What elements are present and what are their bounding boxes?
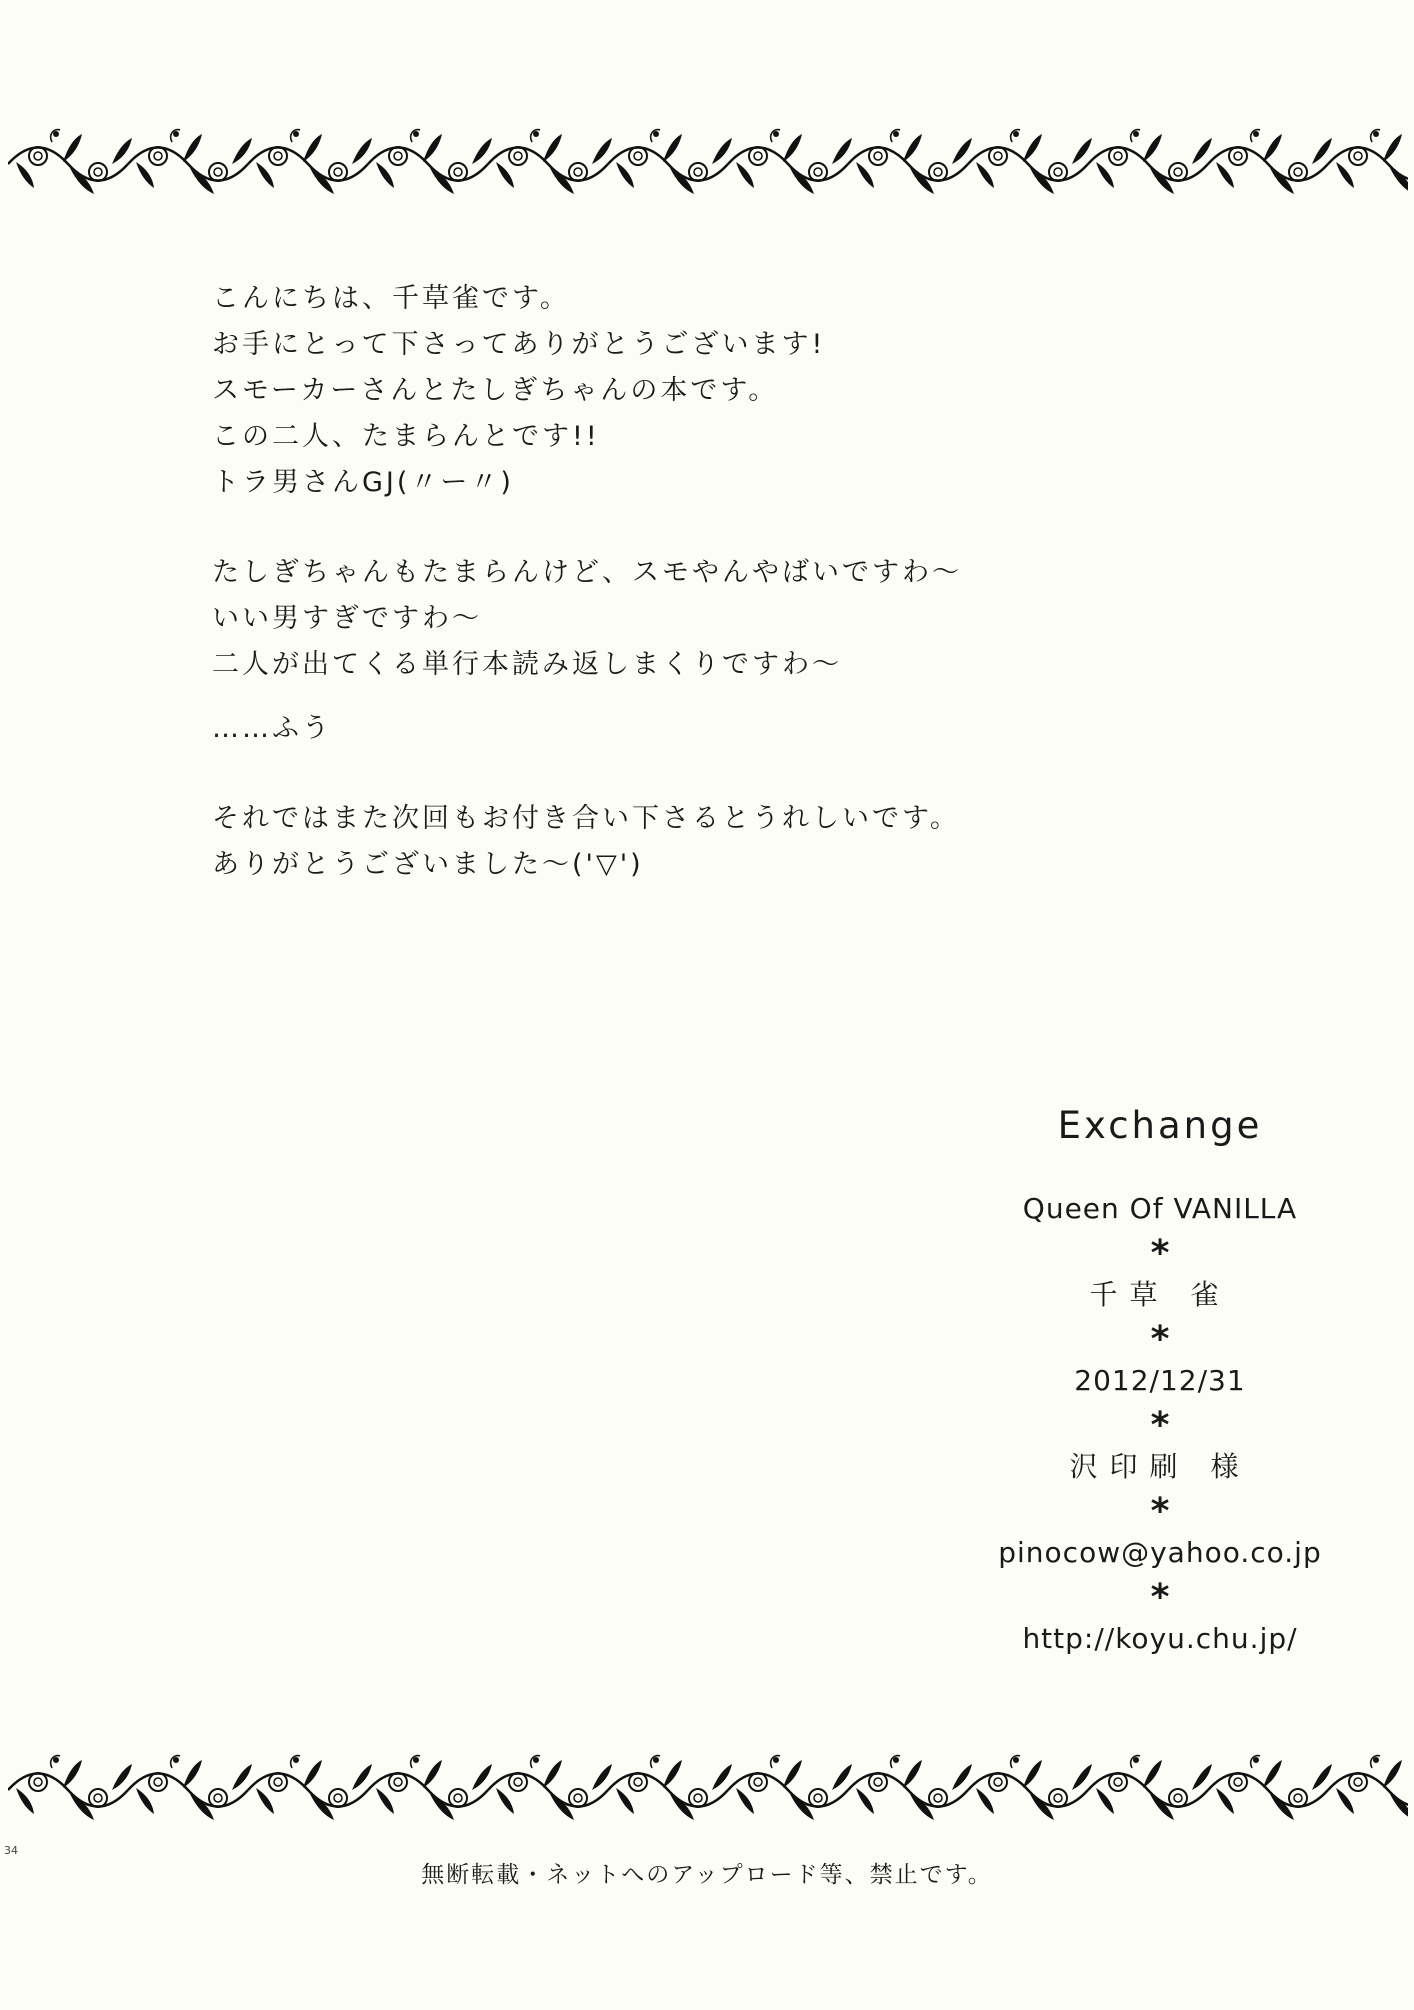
message-line: それではまた次回もお付き合い下さるとうれしいです。 (212, 803, 960, 834)
message-line: トラ男さんGJ(〃ー〃) (212, 467, 514, 498)
vine-ornament-icon (8, 112, 1408, 212)
page-number: 34 (4, 1844, 18, 1857)
message-line: こんにちは、千草雀です。 (212, 283, 570, 314)
separator: * (1150, 1405, 1170, 1446)
vine-ornament-icon (8, 1738, 1408, 1838)
bottom-vine-border (8, 1738, 1408, 1838)
separator: * (1150, 1577, 1170, 1618)
message-line: この二人、たまらんとです!! (212, 421, 600, 452)
author-name: 千草 雀 (1089, 1278, 1231, 1311)
message-line: 二人が出てくる単行本読み返しまくりですわ〜 (212, 649, 842, 680)
contact-email[interactable]: pinocow@yahoo.co.jp (998, 1536, 1322, 1569)
message-line: お手にとって下さってありがとうございます! (212, 329, 826, 360)
top-vine-border (8, 112, 1408, 212)
message-line: いい男すぎですわ〜 (212, 603, 482, 634)
colophon (940, 1096, 1380, 1662)
message-line: スモーカーさんとたしぎちゃんの本です。 (212, 375, 779, 406)
website-url[interactable]: http://koyu.chu.jp/ (1022, 1622, 1298, 1655)
copyright-notice: 無断転載・ネットへのアップロード等、禁止です。 (421, 1862, 993, 1888)
publish-date: 2012/12/31 (1074, 1364, 1246, 1397)
separator: * (1150, 1491, 1170, 1532)
printer-name: 沢印刷 様 (1069, 1450, 1251, 1483)
message-line: ありがとうございました〜('▽') (212, 849, 644, 880)
afterword-message (212, 276, 1012, 888)
book-title: Exchange (1057, 1104, 1263, 1147)
message-line: ……ふう (212, 713, 332, 744)
circle-name: Queen Of VANILLA (1022, 1192, 1298, 1225)
separator: * (1150, 1233, 1170, 1274)
message-line: たしぎちゃんもたまらんけど、スモやんやばいですわ〜 (212, 557, 962, 588)
separator: * (1150, 1319, 1170, 1360)
